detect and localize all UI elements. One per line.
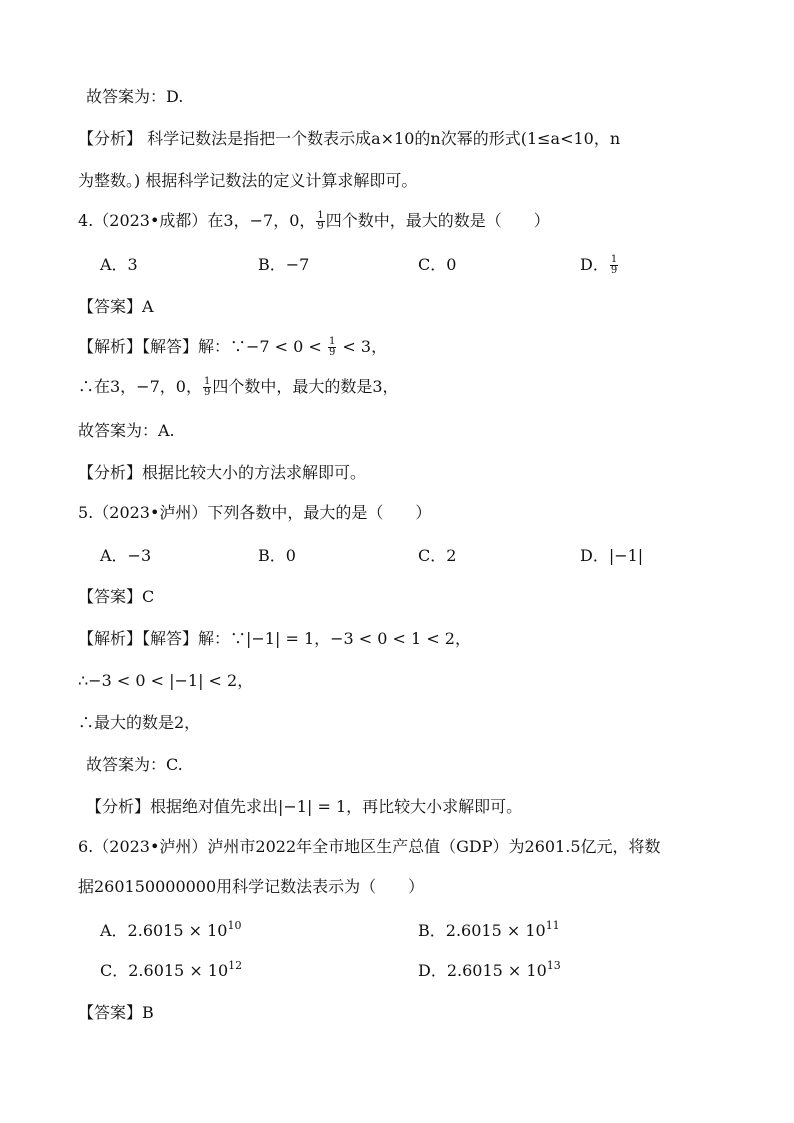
fraction-one-ninth bbox=[316, 211, 324, 232]
fraction-numerator: 1 bbox=[328, 336, 336, 347]
question-5-therefore-2: ∴最大的数是2， bbox=[78, 713, 201, 732]
fraction-one-ninth bbox=[203, 377, 211, 398]
q6-option-d bbox=[418, 960, 561, 982]
question-5-stem: 5.（2023•泸州）下列各数中，最大的是（ ） bbox=[78, 503, 432, 522]
fraction-numerator: 1 bbox=[610, 254, 618, 265]
q6-option-c bbox=[100, 960, 242, 982]
fraction-denominator: 9 bbox=[317, 221, 324, 232]
q6-option-b-exponent: 11 bbox=[545, 919, 560, 932]
fraction-one-ninth bbox=[610, 255, 618, 276]
answer-line-prev: 故答案为：D. bbox=[86, 87, 184, 106]
question-4-answer: 【答案】A bbox=[78, 297, 154, 316]
fraction-denominator: 9 bbox=[328, 347, 336, 358]
fraction-numerator: 1 bbox=[203, 376, 211, 387]
question-6-stem-line-1: 6.（2023•泸州）泸州市2022年全市地区生产总值（GDP）为2601.5亿元，将数 bbox=[78, 837, 661, 856]
analysis-line-prev: 【分析】 科学记数法是指把一个数表示成a×10的n次幂的形式(1≤a<10，n bbox=[78, 129, 621, 148]
q4-option-b: B．−7 bbox=[258, 255, 310, 274]
analysis-line-prev-cont: 为整数。) 根据科学记数法的定义计算求解即可。 bbox=[78, 171, 418, 190]
question-4-analysis: 【分析】根据比较大小的方法求解即可。 bbox=[78, 463, 367, 482]
question-5-answer: 【答案】C bbox=[78, 587, 155, 606]
q6-option-b bbox=[418, 920, 560, 942]
q5-option-c: C．2 bbox=[418, 546, 457, 565]
q6-option-b-base: B．2.6015 × 10 bbox=[418, 921, 546, 940]
q6-option-d-exponent: 13 bbox=[546, 959, 561, 972]
q4-therefore-pre: ∴在3，−7，0， bbox=[78, 377, 202, 396]
q5-option-d: D．|−1| bbox=[580, 546, 644, 565]
fraction-one-ninth bbox=[328, 337, 336, 358]
question-5-final: 故答案为：C. bbox=[86, 755, 183, 774]
q6-option-c-exponent: 12 bbox=[228, 959, 243, 972]
q6-option-a-exponent: 10 bbox=[227, 919, 242, 932]
q4-option-d-label: D． bbox=[580, 255, 609, 274]
q6-option-c-base: C．2.6015 × 10 bbox=[100, 961, 229, 980]
question-5-analysis: 【分析】根据绝对值先求出|−1| = 1，再比较大小求解即可。 bbox=[86, 797, 523, 816]
q6-option-a bbox=[100, 920, 241, 942]
q4-therefore-post: 四个数中，最大的数是3， bbox=[212, 377, 399, 396]
q4-option-c: C．0 bbox=[418, 255, 457, 274]
question-4-stem-post: 四个数中，最大的数是（ ） bbox=[325, 211, 550, 230]
question-6-stem-line-2: 据260150000000用科学记数法表示为（ ） bbox=[78, 877, 425, 896]
q5-option-b: B．0 bbox=[258, 546, 296, 565]
q4-solution-post: < 3， bbox=[337, 337, 388, 356]
q4-solution-pre: 【解析】【解答】解：∵−7 < 0 < bbox=[78, 337, 327, 356]
question-4-stem-pre: 4.（2023•成都）在3，−7，0， bbox=[78, 211, 316, 230]
fraction-numerator: 1 bbox=[317, 210, 324, 221]
q4-option-a: A．3 bbox=[100, 255, 138, 274]
question-4-stem bbox=[78, 210, 550, 232]
question-4-therefore bbox=[78, 376, 399, 398]
q6-option-a-base: A．2.6015 × 10 bbox=[100, 921, 228, 940]
question-5-solution: 【解析】【解答】解：∵|−1| = 1，−3 < 0 < 1 < 2， bbox=[78, 629, 471, 648]
q4-option-d bbox=[580, 254, 619, 276]
fraction-denominator: 9 bbox=[203, 387, 211, 398]
fraction-denominator: 9 bbox=[610, 265, 618, 276]
q6-option-d-base: D．2.6015 × 10 bbox=[418, 961, 547, 980]
question-4-solution bbox=[78, 336, 387, 358]
question-6-answer: 【答案】B bbox=[78, 1003, 154, 1022]
q5-option-a: A．−3 bbox=[100, 546, 152, 565]
question-5-therefore-1: ∴−3 < 0 < |−1| < 2， bbox=[78, 671, 254, 690]
question-4-final: 故答案为：A. bbox=[78, 421, 175, 440]
